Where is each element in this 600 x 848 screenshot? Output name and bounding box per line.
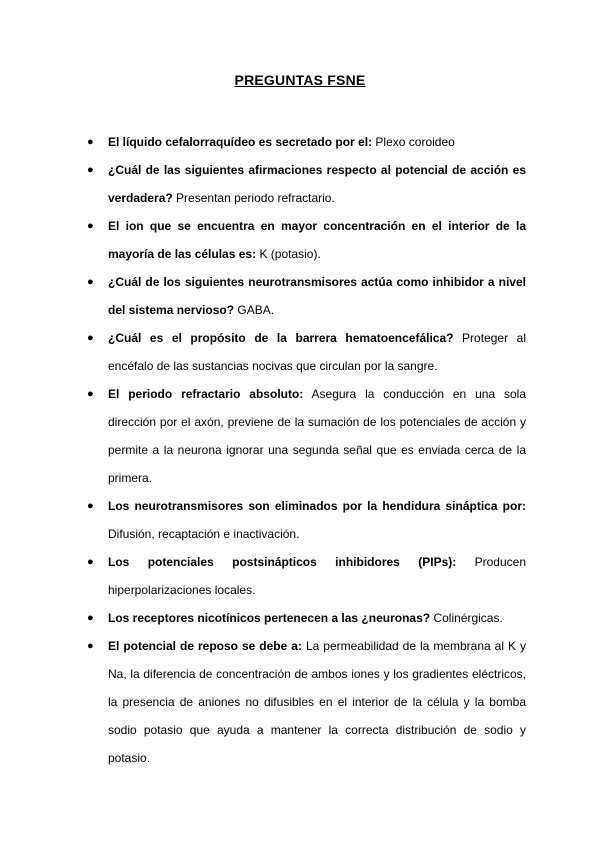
answer-text: Colinérgicas. [433, 611, 503, 625]
answer-text: Proteger al encéfalo de las sustancias nocivas que circulan por la sangre. [108, 331, 526, 373]
bullet-icon: ● [87, 640, 94, 652]
question-text: ¿Cuál es el propósito de la barrera hematoencefálica? [108, 331, 454, 345]
list-item [87, 632, 526, 772]
list-item [87, 268, 526, 324]
question-text: El potencial de reposo se debe a: [108, 639, 302, 653]
bullet-icon: ● [87, 136, 94, 148]
question-text: ¿Cuál de las siguientes afirmaciones respecto al potencial de acción es verdadera? [108, 163, 526, 205]
page-title: PREGUNTAS FSNE [234, 72, 366, 88]
list-item [87, 212, 526, 268]
list-item [87, 604, 526, 632]
bullet-icon: ● [87, 500, 94, 512]
list-item [87, 492, 526, 548]
answer-text: Presentan periodo refractario. [176, 191, 335, 205]
bullet-icon: ● [87, 388, 94, 400]
question-text: Los neurotransmisores son eliminados por la hendidura sináptica por: [108, 499, 526, 513]
bullet-icon: ● [87, 164, 94, 176]
bullet-icon: ● [87, 556, 94, 568]
bullet-icon: ● [87, 612, 94, 624]
question-text: El líquido cefalorraquídeo es secretado por el: [108, 135, 373, 149]
answer-text: K (potasio). [259, 247, 321, 261]
answer-text: Difusión, recaptación e inactivación. [108, 527, 300, 541]
list-item [87, 156, 526, 212]
answer-text: Producen hiperpolarizaciones locales. [108, 555, 526, 597]
question-text: Los potenciales postsinápticos inhibidores (PIPs): [108, 555, 457, 569]
question-list [87, 128, 527, 772]
list-item [87, 548, 526, 604]
question-text: El periodo refractario absoluto: [108, 387, 304, 401]
bullet-icon: ● [87, 332, 94, 344]
list-item [87, 128, 526, 156]
answer-text: Asegura la conducción en una sola dirección por el axón, previene de la sumación de los potenciales de acción y permite a la neurona ignorar una segunda señal que es enviada cerca de la primera. [108, 387, 527, 485]
answer-text: GABA. [237, 303, 275, 317]
question-text: El ion que se encuentra en mayor concentración en el interior de la mayoría de las células es: [108, 219, 526, 261]
list-item [87, 324, 526, 380]
answer-text: La permeabilidad de la membrana al K y Na, la diferencia de concentración de ambos iones y los gradientes eléctricos, la presencia de aniones no difusibles en el interior de la célula y la bomba sodio potasio que ayuda a mantener la correcta distribución de sodio y potasio. [108, 639, 526, 765]
answer-text: Plexo coroideo [375, 135, 455, 149]
bullet-icon: ● [87, 220, 94, 232]
question-text: Los receptores nicotínicos pertenecen a las ¿neuronas? [108, 611, 431, 625]
bullet-icon: ● [87, 276, 94, 288]
list-item [87, 380, 527, 492]
question-text: ¿Cuál de los siguientes neurotransmisores actúa como inhibidor a nivel del sistema nervioso? [108, 275, 526, 317]
